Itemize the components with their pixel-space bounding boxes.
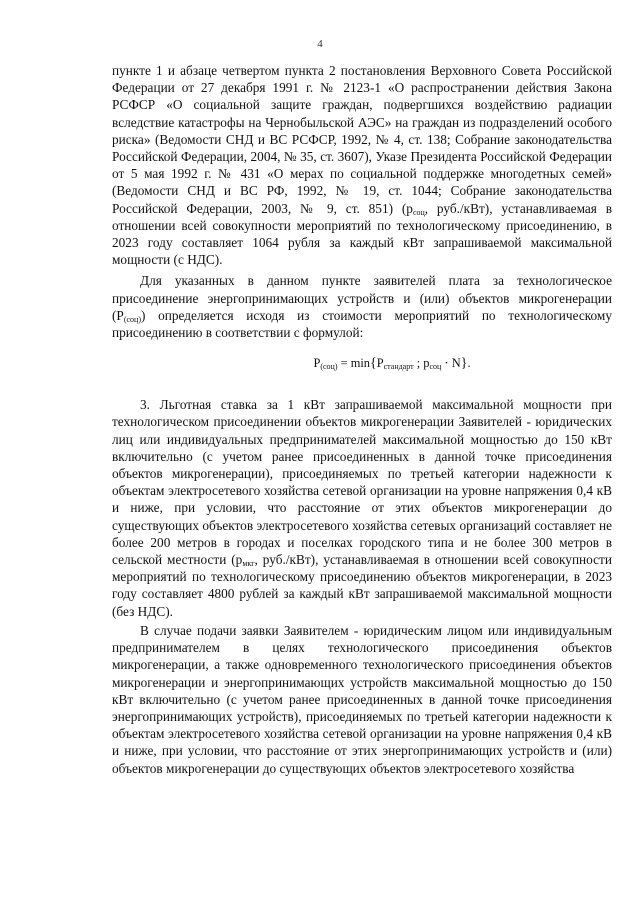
formula-brace-close: }: [460, 356, 468, 372]
paragraph-4: [112, 622, 612, 777]
formula-separator: ;: [413, 356, 424, 371]
formula-term-2: p: [423, 356, 430, 371]
formula-term-1: P: [376, 356, 384, 371]
subscript-mkg: мкг: [242, 559, 255, 569]
paragraph-2: [112, 272, 612, 341]
paragraph-3: [112, 396, 612, 620]
paragraph-4-text: В случае подачи заявки Заявителем - юридическим лицом или индивидуальным предпринимателем в целях технологического присоединения объектов микрогенерации, а также одновременного технологического присоединения объектов микрогенерации и энергопринимающих устройств максимальной мощностью до 150 кВт включительно (с учетом ранее присоединенных в данной точке присоединения энергопринимающих устройств), присоединяемых по третьей категории надежности к объектам электросетевого хозяйства сетевой организации на уровне напряжения 0,4 кВ и ниже, при условии, что расстояние от этих энергопринимающих устройств и (или) объектов микрогенерации до существующих объектов электросетевого хозяйства: [112, 622, 612, 776]
formula-period: .: [467, 356, 471, 371]
paragraph-1: [112, 62, 612, 268]
paragraph-1-text: пункте 1 и абзаце четвертом пункта 2 постановления Верховного Совета Российской Федерации от 27 декабря 1991 г. № 2123-1 «О распространении действия Закона РСФСР «О социальной защите граждан, подвергшихся воздействию радиации вследствие катастрофы на Чернобыльской АЭС» на граждан из подразделений особого риска» (Ведомости СНД и ВС РСФСР, 1992, № 4, ст. 138; Собрание законодательства Российской Федерации, 2004, № 35, ст. 3607), Указе Президента Российской Федерации от 5 мая 1992 г. № 431 «О мерах по социальной поддержке многодетных семей» (Ведомости СНД и ВС РФ, 1992, № 19, ст. 1044; Собрание законодательства Российской Федерации, 2003, № 9, ст. 851) (р: [112, 63, 612, 216]
formula-brace-open: {: [369, 356, 377, 372]
document-body: [112, 62, 612, 777]
paragraph-3-text-end: , руб./кВт), устанавливаемая в отношении всей совокупности мероприятий по технологическому присоединению объектов микрогенерации, в 2023 году составляет 4800 рублей за каждый кВт запрашиваемой максимальной мощности (без НДС).: [112, 552, 612, 619]
paragraph-2-text-a: Для указанных в данном пункте заявителей плата за технологическое присоединение энергопринимающих устройств и (или) объектов микрогенерации (Р: [112, 273, 612, 323]
formula-term-1-sub: стандарт: [383, 362, 414, 372]
formula: [172, 355, 612, 372]
formula-multiplier: ⋅ N: [441, 356, 461, 371]
formula-lhs: P: [313, 356, 321, 371]
subscript-soc: соц: [412, 207, 425, 217]
formula-term-2-sub: соц: [429, 362, 442, 372]
subscript-soc-paren: (соц): [123, 314, 141, 324]
paragraph-2-text-b: ) определяется исходя из стоимости мероприятий по технологическому присоединению в соответствии с формулой:: [112, 307, 612, 341]
paragraph-1-text-end: , руб./кВт), устанавливаемая в отношении всей совокупности мероприятий по технологическому присоединению, в 2023 году составляет 1064 рубля за каждый кВт запрашиваемой максимальной мощности (с НДС).: [112, 200, 613, 268]
paragraph-3-text: 3. Льготная ставка за 1 кВт запрашиваемой максимальной мощности при технологическом присоединении объектов микрогенерации Заявителей - юридических лиц или индивидуальных предпринимателей максимальной мощностью до 150 кВт включительно (с учетом ранее присоединенных в данной точке присоединения объектов микрогенерации), присоединяемых по третьей категории надежности к объектам электросетевого хозяйства сетевой организации на уровне напряжения 0,4 кВ и ниже, при условии, что расстояние от этих объектов микрогенерации до существующих объектов электросетевого хозяйства сетевых организаций составляет не более 200 метров в городах и поселках городского типа и не более 300 метров в сельской местности (р: [112, 397, 612, 568]
page-number: 4: [317, 38, 323, 50]
formula-min: = min: [337, 356, 370, 371]
formula-lhs-sub: (соц): [320, 362, 338, 372]
